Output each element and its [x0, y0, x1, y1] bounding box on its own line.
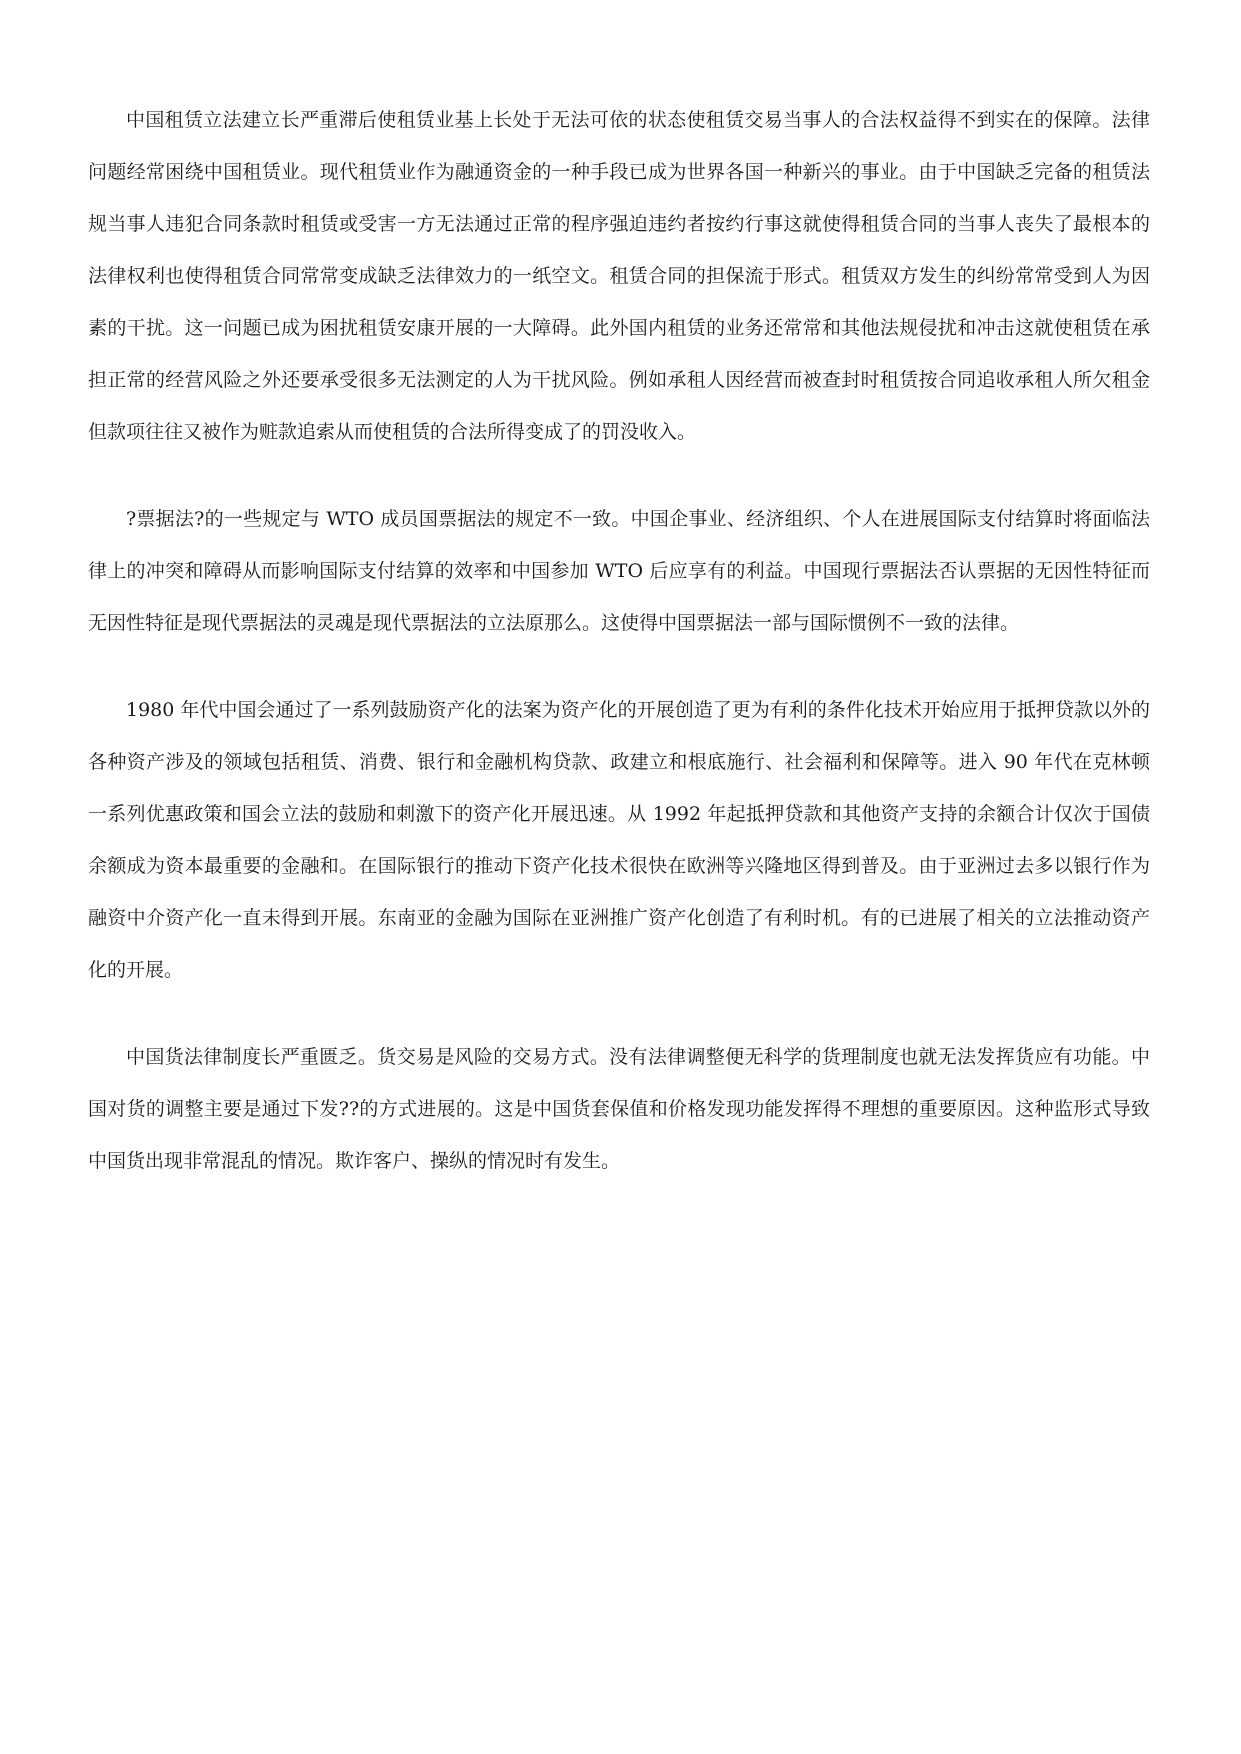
paragraph-leasing-law: 中国租赁立法建立长严重滞后使租赁业基上长处于无法可依的状态使租赁交易当事人的合法权益得不到实在的保障。法律问题经常困绕中国租赁业。现代租赁业作为融通资金的一种手段已成为世界各国一种新兴的事业。由于中国缺乏完备的租赁法规当事人违犯合同条款时租赁或受害一方无法通过正常的程序强迫违约者按约行事这就使得租赁合同的当事人丧失了最根本的法律权利也使得租赁合同常常变成缺乏法律效力的一纸空文。租赁合同的担保流于形式。租赁双方发生的纠纷常常受到人为因素的干扰。这一问题已成为困扰租赁安康开展的一大障碍。此外国内租赁的业务还常常和其他法规侵扰和冲击这就使租赁在承担正常的经营风险之外还要承受很多无法测定的人为干扰风险。例如承租人因经营而被查封时租赁按合同追收承租人所欠租金但款项往往又被作为赃款追索从而使租赁的合法所得变成了的罚没收入。 — [88, 109, 1150, 443]
document-body — [88, 94, 1150, 1222]
paragraph-bill-law: ?票据法?的一些规定与 WTO 成员国票据法的规定不一致。中国企事业、经济组织、个人在进展国际支付结算时将面临法律上的冲突和障碍从而影响国际支付结算的效率和中国参加 WTO 后应享有的利益。中国现行票据法否认票据的无因性特征而无因性特征是现代票据法的灵魂是现代票据法的立法原那么。这使得中国票据法一部与国际惯例不一致的法律。 — [88, 508, 1150, 634]
paragraph-securitization: 1980 年代中国会通过了一系列鼓励资产化的法案为资产化的开展创造了更为有利的条件化技术开始应用于抵押贷款以外的各种资产涉及的领域包括租赁、消费、银行和金融机构贷款、政建立和根底施行、社会福利和保障等。进入 90 年代在克林顿一系列优惠政策和国会立法的鼓励和刺激下的资产化开展迅速。从 1992 年起抵押贷款和其他资产支持的余额合计仅次于国债余额成为资本最重要的金融和。在国际银行的推动下资产化技术很快在欧洲等兴隆地区得到普及。由于亚洲过去多以银行作为融资中介资产化一直未得到开展。东南亚的金融为国际在亚洲推广资产化创造了有利时机。有的已进展了相关的立法推动资产化的开展。 — [88, 699, 1150, 981]
paragraph-futures-law: 中国货法律制度长严重匮乏。货交易是风险的交易方式。没有法律调整便无科学的货理制度也就无法发挥货应有功能。中国对货的调整主要是通过下发??的方式进展的。这是中国货套保值和价格发现功能发挥得不理想的重要原因。这种监形式导致中国货出现非常混乱的情况。欺诈客户、操纵的情况时有发生。 — [88, 1046, 1150, 1172]
